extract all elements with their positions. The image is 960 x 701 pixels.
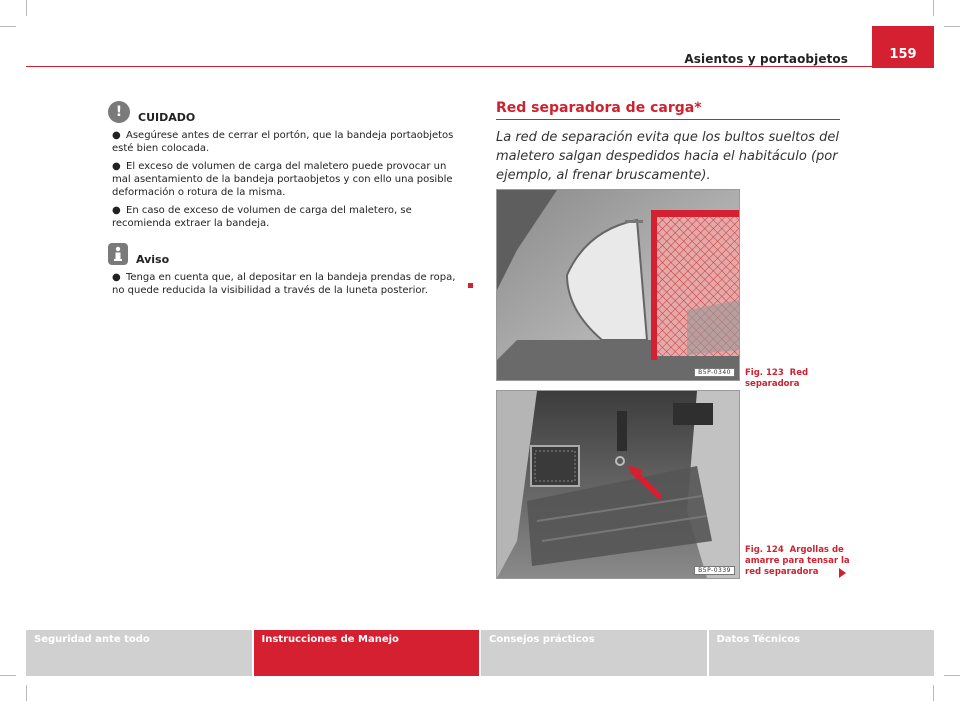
left-column — [112, 100, 467, 297]
section-rule — [496, 119, 840, 120]
caution-item-text: Asegúrese antes de cerrar el portón, que la bandeja portaobjetos esté bien colocada. — [112, 130, 454, 154]
caution-item: ● En caso de exceso de volumen de carga del maletero, se recomienda extraer la bandeja. — [112, 205, 412, 229]
caution-title: CUIDADO — [138, 110, 196, 124]
figure-cargo-net — [496, 189, 740, 381]
figure-code: B5P-0340 — [694, 368, 735, 377]
caution-item-text: El exceso de volumen de carga del maletero puede provocar un mal asentamiento de la bandeja portaobjetos y con ello una posible deformación o rotura de la misma. — [112, 161, 453, 198]
note-header — [112, 242, 467, 266]
cargo-net-illustration — [497, 190, 739, 380]
page-number — [872, 26, 934, 68]
caution-item: ● El exceso de volumen de carga del maletero puede provocar un mal asentamiento de la bandeja portaobjetos y con ello una posible deformación o rotura de la misma. — [112, 161, 453, 198]
figure-number: Fig. 123 — [745, 368, 784, 378]
header-rule — [26, 66, 934, 67]
crop-mark — [26, 685, 27, 701]
figure-lashing-rings — [496, 390, 740, 579]
tab-datos-tecnicos[interactable]: Datos Técnicos — [709, 630, 935, 676]
caution-item: ● Asegúrese antes de cerrar el portón, que la bandeja portaobjetos esté bien colocada. — [112, 130, 454, 154]
figure-caption — [745, 368, 855, 390]
note-title: Aviso — [136, 252, 170, 266]
exclamation-circle-icon: ! — [108, 101, 130, 123]
figure-caption-text: Red separadora — [745, 368, 809, 389]
crop-mark — [0, 675, 16, 676]
right-column — [496, 100, 851, 577]
tab-instrucciones[interactable]: Instrucciones de Manejo — [254, 630, 480, 676]
crop-mark — [0, 26, 16, 27]
note-item: ● Tenga en cuenta que, al depositar en la bandeja prendas de ropa, no quede reducida la visibilidad a través de la luneta posterior. — [112, 272, 456, 296]
crop-mark — [933, 0, 934, 16]
figure-caption-text: Argollas de amarre para tensar la red separadora — [745, 545, 850, 577]
tab-consejos[interactable]: Consejos prácticos — [481, 630, 707, 676]
section-lead: La red de separación evita que los bultos sueltos del maletero salgan despedidos hacia el habitáculo (por ejemplo, al frenar bruscamente). — [496, 130, 839, 183]
crop-mark — [944, 675, 960, 676]
figure-code: B5P-0339 — [694, 566, 735, 575]
section-title: Red separadora de carga* — [496, 100, 702, 116]
running-header: Asientos y portaobjetos — [684, 52, 848, 66]
note-item-text: Tenga en cuenta que, al depositar en la bandeja prendas de ropa, no quede reducida la visibilidad a través de la luneta posterior. — [112, 272, 456, 296]
caution-item-text: En caso de exceso de volumen de carga del maletero, se recomienda extraer la bandeja. — [112, 205, 412, 229]
crop-mark — [933, 685, 934, 701]
page-number-text: 159 — [889, 47, 917, 62]
figure-number: Fig. 124 — [745, 545, 784, 555]
tab-seguridad[interactable]: Seguridad ante todo — [26, 630, 252, 676]
end-of-section-marker — [468, 283, 473, 288]
crop-mark — [944, 26, 960, 27]
lashing-rings-illustration — [497, 391, 739, 578]
info-icon — [108, 243, 128, 265]
crop-mark — [26, 0, 27, 16]
caution-header — [112, 100, 467, 124]
continue-arrow-icon — [839, 568, 846, 578]
footer-nav — [26, 630, 934, 676]
